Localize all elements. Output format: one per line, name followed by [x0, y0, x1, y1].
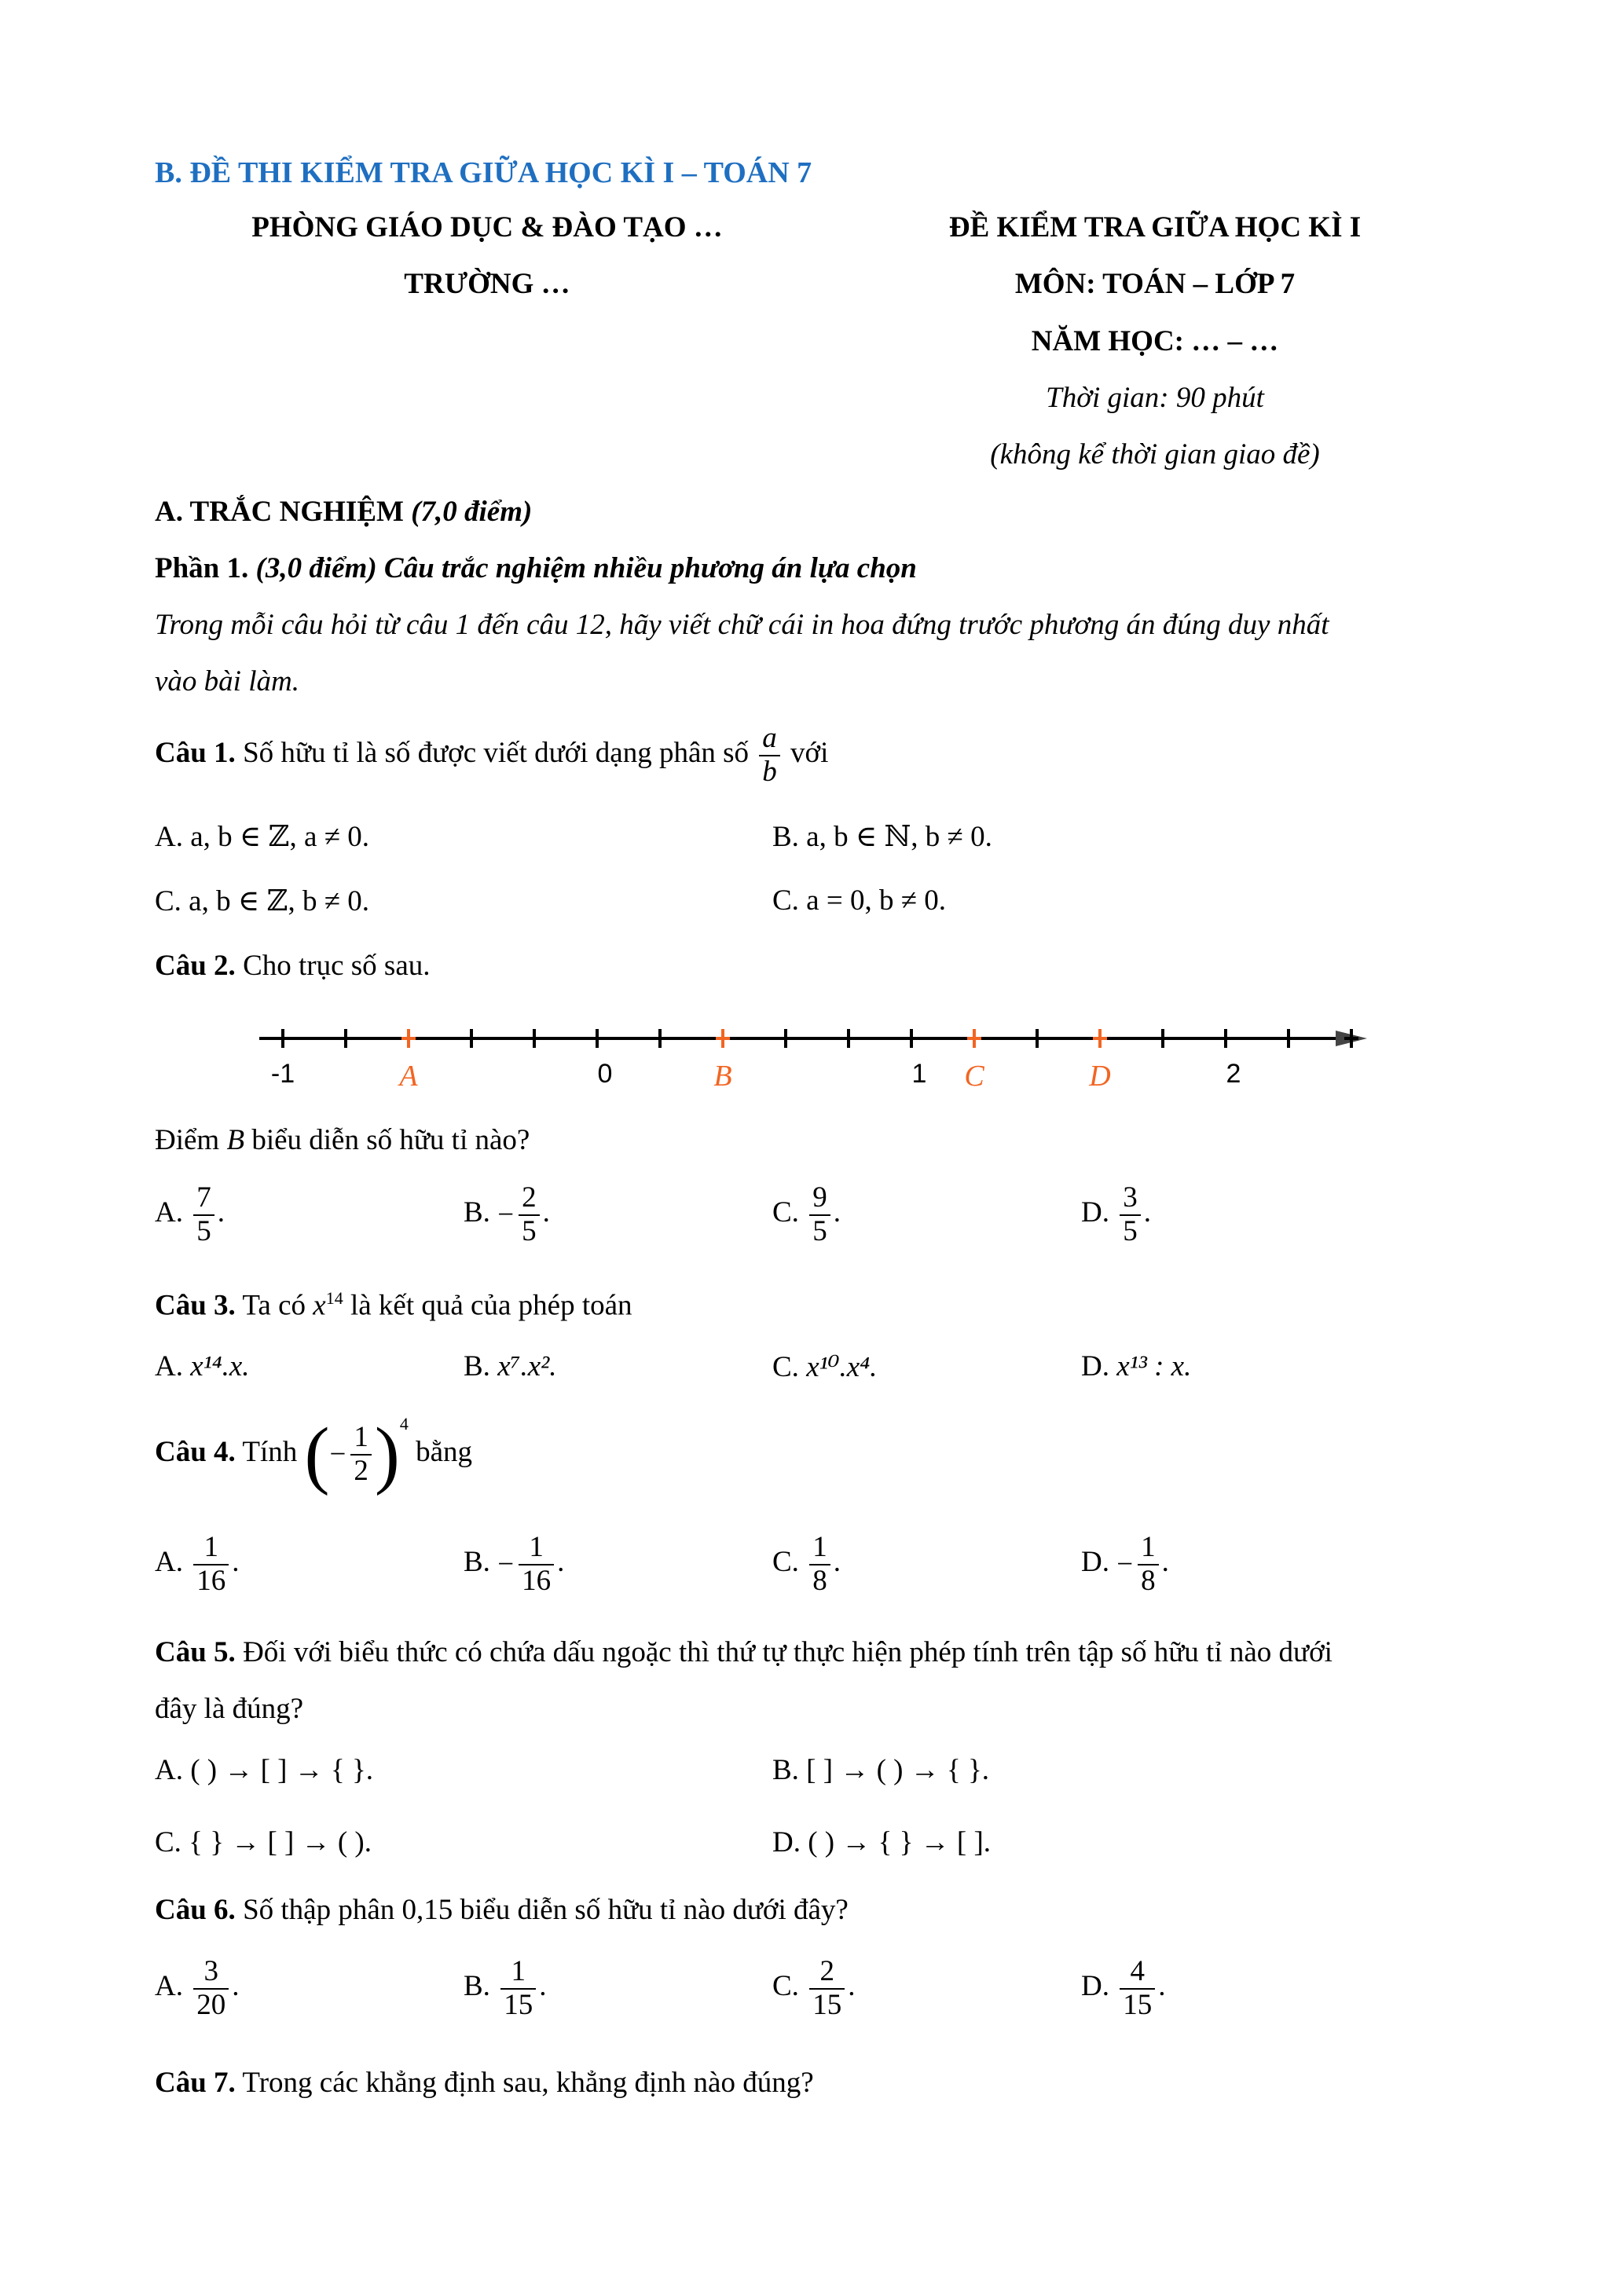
q2-option-d: D. $\frac{3}{5}$ .	[1081, 1181, 1151, 1247]
q1-stem	[155, 723, 828, 788]
q4-option-b: B. − $\frac{1}{16}$ .	[464, 1531, 565, 1597]
q6-option-a: A. $\frac{3}{20}$ .	[155, 1955, 240, 2021]
phan1-title: (3,0 điểm) Câu trắc nghiệm nhiều phương án lựa chọn	[255, 552, 917, 584]
q1-text: Số hữu tỉ là số được viết dưới dạng phân số	[243, 737, 750, 770]
q4-label: Câu 4.	[155, 1436, 236, 1468]
q7-stem: Câu 7. Trong các khẳng định sau, khẳng định nào đúng?	[155, 2067, 814, 2099]
q2-option-b: B. − $\frac{2}{5}$ .	[464, 1181, 550, 1247]
q5-stem-line2: đây là đúng?	[155, 1693, 304, 1725]
q5-label: Câu 5.	[155, 1636, 236, 1668]
q6-label: Câu 6.	[155, 1894, 236, 1926]
q4-option-c: C. $\frac{1}{8}$ .	[772, 1531, 841, 1597]
phan1-label: Phần 1.	[155, 552, 249, 584]
q3-stem: Câu 3. Ta có $x^{14}$ là kết quả của phép toán	[155, 1288, 632, 1322]
q1-option-a: A. a, b ∈ ℤ, a ≠ 0.	[155, 821, 370, 853]
section-title: B. ĐỀ THI KIỂM TRA GIỮA HỌC KÌ I – TOÁN 7	[155, 156, 812, 189]
part-a-label: A. TRẮC NGHIỆM	[155, 496, 404, 528]
axis-number-label: -1	[270, 1059, 295, 1089]
axis-number-label: 1	[911, 1059, 927, 1089]
q3-option-d: D. x¹³ : x.	[1081, 1350, 1192, 1382]
q1-option-b: B. a, b ∈ ℕ, b ≠ 0.	[772, 821, 992, 853]
q5-option-b: B. [ ] → ( ) → { }.	[772, 1754, 989, 1786]
phan1-heading	[155, 551, 917, 585]
q2-stem	[155, 949, 431, 983]
q2-label: Câu 2.	[155, 950, 236, 982]
q6-option-d: D. $\frac{4}{15}$ .	[1081, 1955, 1166, 2021]
number-line-labels	[271, 1059, 1241, 1093]
q1-option-c: C. a, b ∈ ℤ, b ≠ 0.	[155, 885, 370, 917]
header-right-line4: Thời gian: 90 phút	[1046, 382, 1264, 414]
part-a-points: (7,0 điểm)	[411, 496, 533, 528]
axis-number-label: 0	[597, 1059, 613, 1089]
part-a-heading	[155, 495, 532, 529]
point-label-d: D	[1089, 1060, 1111, 1093]
q2-option-c: C. $\frac{9}{5}$ .	[772, 1181, 841, 1247]
header-right-line2: MÔN: TOÁN – LỚP 7	[1014, 268, 1296, 300]
q5-option-a: A. ( ) → [ ] → { }.	[155, 1754, 374, 1786]
q2-question: Điểm B biểu diễn số hữu tỉ nào?	[155, 1124, 530, 1156]
q5-stem-line1: Câu 5. Đối với biểu thức có chứa dấu ngoặc thì thứ tự thực hiện phép tính trên tập số hữu tỉ nào dưới	[155, 1636, 1333, 1668]
header-right-line1: ĐỀ KIỂM TRA GIỮA HỌC KÌ I	[948, 211, 1362, 244]
q2-option-a: A. $\frac{7}{5}$ .	[155, 1181, 225, 1247]
axis-number-label: 2	[1226, 1059, 1241, 1089]
q6-stem: Câu 6. Số thập phân 0,15 biểu diễn số hữu tỉ nào dưới đây?	[155, 1894, 849, 1926]
point-label-a: A	[399, 1060, 418, 1093]
point-label-c: C	[964, 1060, 984, 1093]
q3-option-a: A. x¹⁴.x.	[155, 1350, 250, 1382]
q1-option-d: C. a = 0, b ≠ 0.	[772, 884, 947, 917]
q3-label: Câu 3.	[155, 1289, 236, 1322]
q1-tail: với	[790, 737, 829, 770]
instruction-line1: Trong mỗi câu hỏi từ câu 1 đến câu 12, hãy viết chữ cái in hoa đứng trước phương án đúng duy nhất	[155, 609, 1329, 641]
q3-option-b: B. x⁷.x².	[464, 1350, 557, 1382]
q4-stem: Câu 4. Tính (− $\frac{1}{2}$ )$^4$ bằng	[155, 1412, 473, 1496]
q5-option-c: C. { } → [ ] → ( ).	[155, 1826, 372, 1858]
q1-fraction: $\frac{a}{b}$	[759, 723, 780, 788]
q2-text: Cho trục số sau.	[243, 950, 431, 982]
q3-option-c: C. x¹⁰.x⁴.	[772, 1351, 878, 1383]
q1-label: Câu 1.	[155, 737, 236, 770]
header-left-line2: TRƯỜNG …	[404, 268, 570, 300]
header-left-line1: PHÒNG GIÁO DỤC & ĐÀO TẠO …	[251, 211, 723, 244]
q7-label: Câu 7.	[155, 2067, 236, 2099]
header-right-line3: NĂM HỌC: … – …	[1031, 325, 1279, 357]
q6-option-b: B. $\frac{1}{15}$ .	[464, 1955, 547, 2021]
q6-option-c: C. $\frac{2}{15}$ .	[772, 1955, 856, 2021]
q4-option-d: D. − $\frac{1}{8}$ .	[1081, 1531, 1169, 1597]
instruction-line2: vào bài làm.	[155, 665, 299, 698]
point-label-b: B	[713, 1060, 732, 1093]
number-line	[236, 998, 1383, 1100]
q4-option-a: A. $\frac{1}{16}$ .	[155, 1531, 240, 1597]
q5-option-d: D. ( ) → { } → [ ].	[772, 1826, 992, 1858]
header-right-line5: (không kể thời gian giao đề)	[990, 438, 1320, 471]
